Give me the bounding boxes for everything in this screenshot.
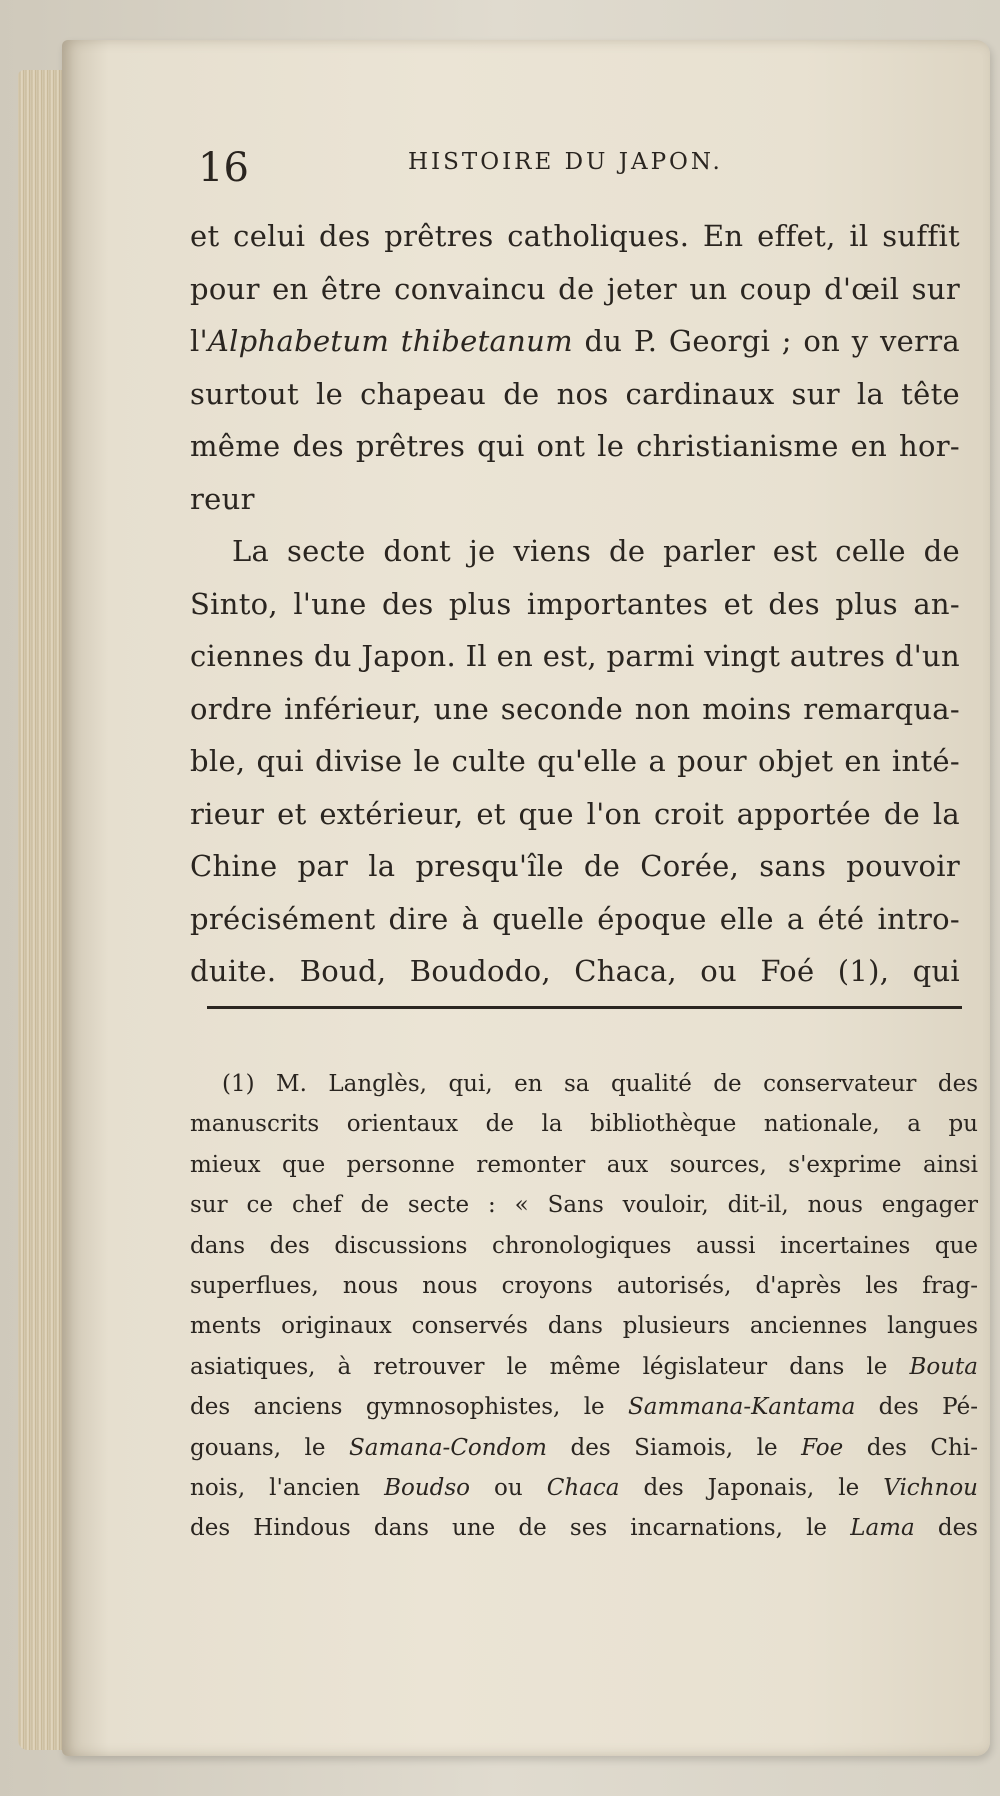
italic-name: Foe xyxy=(801,1434,844,1461)
body-line: pour en être convaincu de jeter un coup d'œil sur xyxy=(190,271,960,306)
body-line: précisément dire à quelle époque elle a été intro- xyxy=(190,901,960,936)
italic-name: Sammana-Kantama xyxy=(628,1394,856,1421)
italic-name: Samana-Condom xyxy=(349,1434,547,1461)
footnote-line: gouans, le Samana-Condom des Siamois, le Foe des Chi- xyxy=(190,1434,978,1461)
italic-name: Vichnou xyxy=(883,1474,978,1501)
footnote-line: asiatiques, à retrouver le même législateur dans le Bouta xyxy=(190,1353,978,1380)
footnote-line: des anciens gymnosophistes, le Sammana-Kantama des Pé- xyxy=(190,1394,978,1421)
italic-name: Chaca xyxy=(546,1474,620,1501)
body-text xyxy=(190,210,960,998)
body-line: l'Alphabetum thibetanum du P. Georgi ; on y verra xyxy=(190,324,960,358)
italic-name: Bouta xyxy=(909,1353,978,1380)
italic-title: Alphabetum thibetanum xyxy=(207,324,573,358)
footnote-line: nois, l'ancien Boudso ou Chaca des Japonais, le Vichnou xyxy=(190,1474,978,1501)
body-line: reur xyxy=(190,481,255,516)
body-line: duite. Boud, Boudodo, Chaca, ou Foé (1), qui xyxy=(190,954,960,988)
italic-name: Lama xyxy=(850,1515,915,1542)
footnote-line: dans des discussions chronologiques aussi incertaines que xyxy=(190,1232,978,1259)
footnote-line: des Hindous dans une de ses incarnations, le Lama des xyxy=(190,1515,978,1542)
footnote-line: (1) M. Langlès, qui, en sa qualité de conservateur des xyxy=(222,1071,978,1097)
running-title: HISTOIRE DU JAPON. xyxy=(408,149,723,175)
body-line: surtout le chapeau de nos cardinaux sur la tête xyxy=(190,376,960,411)
footnote-line: sur ce chef de secte : « Sans vouloir, dit-il, nous engager xyxy=(190,1192,978,1219)
body-line: même des prêtres qui ont le christianisme en hor- xyxy=(190,429,960,463)
footnote-separator xyxy=(207,1006,962,1009)
body-line: ordre inférieur, une seconde non moins remarqua- xyxy=(190,691,960,726)
footnote xyxy=(190,1064,978,1549)
italic-name: Boudso xyxy=(384,1474,471,1501)
body-line: Chine par la presqu'île de Corée, sans pouvoir xyxy=(190,849,960,883)
footnote-line: ments originaux conservés dans plusieurs anciennes langues xyxy=(190,1313,978,1340)
body-line: et celui des prêtres catholiques. En effet, il suffit xyxy=(190,219,960,253)
footnote-line: superflues, nous nous croyons autorisés, d'après les frag- xyxy=(190,1272,978,1299)
body-line: La secte dont je viens de parler est celle de xyxy=(232,534,960,568)
body-line: rieur et extérieur, et que l'on croit apportée de la xyxy=(190,796,960,831)
page-number: 16 xyxy=(198,145,249,191)
page-header xyxy=(198,145,968,195)
body-line: ble, qui divise le culte qu'elle a pour objet en inté- xyxy=(190,744,960,778)
body-line: ciennes du Japon. Il en est, parmi vingt autres d'un xyxy=(190,639,960,673)
body-line: Sinto, l'une des plus importantes et des plus an- xyxy=(190,586,960,621)
footnote-line: mieux que personne remonter aux sources, s'exprime ainsi xyxy=(190,1151,978,1178)
footnote-line: manuscrits orientaux de la bibliothèque nationale, a pu xyxy=(190,1111,978,1138)
